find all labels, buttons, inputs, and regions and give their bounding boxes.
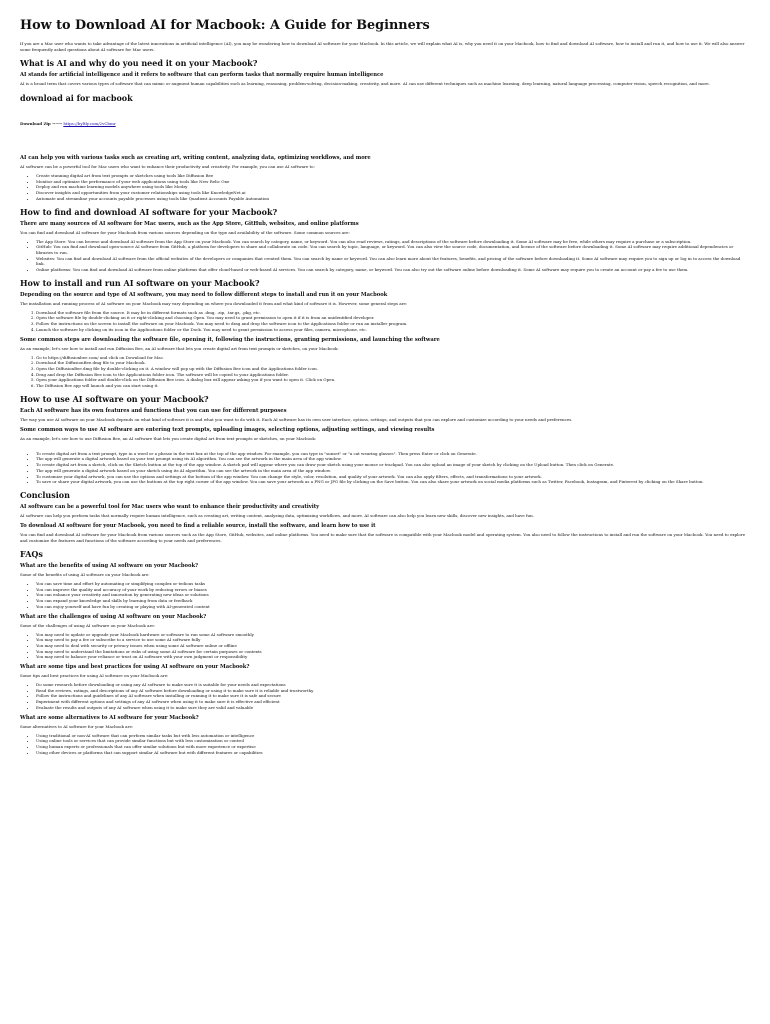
list-item: 2. Open the software file by double-clicking on it or right-clicking and choosing Open. You may need to grant permission to open it if it is from an unidentified developer. <box>36 315 750 321</box>
section-heading-use-ai: How to use AI software on your Macbook? <box>20 393 209 404</box>
list-item: 3. Follow the instructions on the screen to install the software on your Macbook. You may need to drag and drop the software icon to the Applications folder or run an installer program. <box>36 321 750 327</box>
numbered-list <box>20 310 750 333</box>
paragraph: You can find and download AI software for your Macbook from various sources depending on the type and availability of the software. Some common sources are: <box>20 229 350 235</box>
list-item: • Online platforms: You can find and download AI software from online platforms that offer cloud-based or web-based AI services. You can search by category, name, or keyword. You can also try out the software online before downloading it. Some AI software may require you to create an account or pay a fee to use them. <box>36 267 750 273</box>
list-item: • You can save time and effort by automating or simplifying complex or tedious tasks <box>36 581 750 587</box>
faq-question: What are the benefits of using AI software on your Macbook? <box>20 562 199 569</box>
list-item: • You can enjoy yourself and have fun by creating or playing with AI-generated content <box>36 604 750 610</box>
paragraph: AI software can help you perform tasks that normally require human intelligence, such as creating art, writing content, analyzing data, optimizing workflows, and more. AI software can also help you learn new skills, discover new insights, and have fun. <box>20 512 534 518</box>
list-item: • You may need to balance your reliance or trust on AI software with your own judgment or responsibility <box>36 654 750 660</box>
list-item: 4. Launch the software by clicking on its icon in the Applications folder or the Dock. You may need to grant permission to access your files, camera, microphone, etc. <box>36 327 750 333</box>
paragraph: The way you use AI software on your Macbook depends on what kind of software it is and what you want to do with it. Each AI software has its own user interface, options, settings, and outputs that you can explore and customize according to your needs and preferences. <box>20 416 573 422</box>
list-item: • The app will generate a digital artwork based on your text prompt using its AI algorithm. You can see the artwork in the main area of the app window. <box>36 456 750 462</box>
subheading: Some common steps are downloading the software file, opening it, following the instructions, granting permissions, and launching the software <box>20 336 440 343</box>
download-label: Download Zip <box>20 121 51 126</box>
paragraph: Some alternatives to AI software for your Macbook are: <box>20 723 134 729</box>
subheading: AI stands for artificial intelligence and it refers to software that can perform tasks that normally require human intelligence <box>20 72 384 78</box>
list-item: • Using traditional or non-AI software that can perform similar tasks but with less automation or intelligence <box>36 733 750 739</box>
list-item: • To create digital art from a text prompt, type in a word or a phrase in the text box at the top of the app window. For example, you can type in "sunset" or "a cat wearing glasses". Then press Enter or click on Generate. <box>36 451 750 457</box>
list-item: • Do some research before downloading or using any AI software to make sure it is suitable for your needs and expectations <box>36 682 750 688</box>
section-heading-faqs: FAQs <box>20 548 43 559</box>
list-item: • Read the reviews, ratings, and descriptions of any AI software before downloading or using it to make sure it is reliable and trustworthy <box>36 688 750 694</box>
section-heading-conclusion: Conclusion <box>20 489 70 500</box>
bullet-list <box>20 632 750 661</box>
list-item: 4. Drag and drop the Diffusion Bee icon to the Applications folder icon. The software will be copied to your Applications folder. <box>36 372 750 378</box>
subheading: To download AI software for your Macbook, you need to find a reliable source, install the software, and learn how to use it <box>20 522 376 529</box>
list-item: • You can improve the quality and accuracy of your work by reducing errors or biases <box>36 587 750 593</box>
paragraph: AI is a broad term that covers various types of software that can mimic or augment human capabilities such as learning, reasoning, problem-solving, decision-making, creativity, and more. AI can use different techniques such as machine learning, deep learning, natural language processing, computer vision, speech recognition, and more. <box>20 81 710 86</box>
paragraph: AI software can be a powerful tool for Mac users who want to enhance their productivity and creativity. For example, you can use AI software to: <box>20 164 315 169</box>
list-item: • Experiment with different options and settings of any AI software when using it to make sure it is effective and efficient <box>36 699 750 705</box>
faq-question: What are some alternatives to AI software for your Macbook? <box>20 714 199 721</box>
list-item: • Create stunning digital art from text prompts or sketches using tools like Diffusion Bee <box>36 173 750 179</box>
list-item: • You may need to deal with security or privacy issues when using some AI software online or offline <box>36 643 750 649</box>
list-item: 1. Download the software file from the source. It may be in different formats such as .dmg, .zip, .tar.gz, .pkg, etc. <box>36 310 750 316</box>
list-item: • GitHub: You can find and download open-source AI software from GitHub, a platform for developers to share and collaborate on code. You can search by topic, language, or keyword. You can also view the source code, documentation, and license of the software before downloading it. Some AI software may require additional dependencies or libraries to run. <box>36 244 750 255</box>
download-link[interactable]: https://byltly.com/2vCbmr <box>63 121 116 126</box>
paragraph: You can find and download AI software for your Macbook from various sources such as the App Store, GitHub, websites, and online platforms. You need to make sure that the software is compatible with your Macbook model and operating system. You also need to follow the instructions to install and run the software on your Macbook. You need to explore and customize the features and functions of the software according to your needs and preferences. <box>20 531 746 543</box>
subheading: AI software can be a powerful tool for Mac users who want to enhance their productivity and creativity <box>20 503 320 510</box>
bullet-list <box>20 451 750 485</box>
paragraph: As an example, let's see how to install and run Diffusion Bee, an AI software that lets you create digital art from text prompts or sketches, on your Macbook: <box>20 345 339 351</box>
bullet-list <box>20 682 750 711</box>
list-item: 2. Download the DiffusionBee.dmg file to your Macbook. <box>36 360 750 366</box>
arrow-icon: →→→ <box>51 121 63 126</box>
list-item: • Monitor and optimize the performance of your web applications using tools like New Relic One <box>36 179 750 185</box>
section-heading-install-run: How to install and run AI software on your Macbook? <box>20 277 260 288</box>
list-item: • The app will generate a digital artwork based on your sketch using its AI algorithm. You can see the artwork in the main area of the app window. <box>36 468 750 474</box>
paragraph: As an example, let's see how to use Diffusion Bee, an AI software that lets you create digital art from text prompts or sketches, on your Macbook: <box>20 435 317 441</box>
paragraph: Some of the benefits of using AI software on your Macbook are: <box>20 571 150 577</box>
subheading: Each AI software has its own features and functions that you can use for different purposes <box>20 407 287 414</box>
page-title: How to Download AI for Macbook: A Guide for Beginners <box>20 18 430 33</box>
subheading: Some common ways to use AI software are entering text prompts, uploading images, selecting options, adjusting settings, and viewing results <box>20 426 435 433</box>
list-item: • You can expand your knowledge and skills by learning from data or feedback <box>36 598 750 604</box>
bullet-list <box>20 239 750 273</box>
list-item: • To create digital art from a sketch, click on the Sketch button at the top of the app window. A sketch pad will appear where you can draw your sketch using your mouse or trackpad. You can also upload an image of your sketch by clicking on the Upload button. Then click on Generate. <box>36 462 750 468</box>
list-item: 1. Go to https://diffusionbee.com/ and click on Download for Mac. <box>36 355 750 361</box>
list-item: • To customize your digital artwork, you can use the options and settings at the bottom of the app window. You can change the style, color, resolution, and quality of your artwork. You can also apply filters, effects, and transformations to your artwork. <box>36 474 750 480</box>
numbered-list <box>20 355 750 389</box>
faq-question: What are some tips and best practices for using AI software on your Macbook? <box>20 664 250 671</box>
list-item: • Using human experts or professionals that can offer similar solutions but with more experience or expertise <box>36 744 750 750</box>
faq-question: What are the challenges of using AI software on your Macbook? <box>20 613 207 620</box>
paragraph: The installation and running process of AI software on your Macbook may vary depending on where you downloaded it from and what kind of software it is. However, some general steps are: <box>20 300 408 306</box>
list-item: • You may need to understand the limitations or risks of using some AI software for certain purposes or contexts <box>36 649 750 655</box>
subheading: There are many sources of AI software for Mac users, such as the App Store, GitHub, websites, and online platforms <box>20 220 359 227</box>
section-heading-what-is-ai: What is AI and why do you need it on your Macbook? <box>20 58 258 68</box>
paragraph: Some of the challenges of using AI software on your Macbook are: <box>20 622 156 628</box>
list-item: • Discover insights and opportunities from your customer relationships using tools like KnowledgeNet.ai <box>36 190 750 196</box>
list-item: • Evaluate the results and outputs of any AI software when using it to make sure they are valid and valuable <box>36 705 750 711</box>
list-item: • Deploy and run machine learning models anywhere using tools like Modzy <box>36 184 750 190</box>
download-heading: download ai for macbook <box>20 93 133 103</box>
download-line <box>20 121 750 126</box>
bullet-list <box>20 733 750 756</box>
list-item: • You may need to pay a fee or subscribe to a service to use some AI software fully <box>36 637 750 643</box>
list-item: 3. Open the DiffusionBee.dmg file by double-clicking on it. A window will pop up with the Diffusion Bee icon and the Applications folder icon. <box>36 366 750 372</box>
list-item: • The App Store: You can browse and download AI software from the App Store on your Macbook. You can search by category, name, or keyword. You can also read reviews, ratings, and descriptions of the software before downloading it. Some AI software may be free, while others may require a purchase or a subscription. <box>36 239 750 245</box>
bullet-list <box>20 581 750 610</box>
list-item: • Follow the instructions and guidelines of any AI software when installing or running it to make sure it is safe and secure <box>36 693 750 699</box>
list-item: 5. Open your Applications folder and double-click on the Diffusion Bee icon. A dialog box will appear asking you if you want to open it. Click on Open. <box>36 377 750 383</box>
list-item: • Using online tools or services that can provide similar functions but with less customization or control <box>36 738 750 744</box>
list-item: • To save or share your digital artwork, you can use the buttons at the top right corner of the app window. You can save your artwork as a PNG or JPG file by clicking on the Save button. You can also share your artwork on social media platforms such as Twitter, Facebook, Instagram, and Pinterest by clicking on the Share button. <box>36 479 750 485</box>
list-item: • Automate and streamline your accounts payable processes using tools like Quadient Accounts Payable Automation <box>36 196 750 202</box>
subheading: Depending on the source and type of AI software, you may need to follow different steps to install and run it on your Macbook <box>20 291 388 298</box>
list-item: • You may need to update or upgrade your Macbook hardware or software to run some AI software smoothly <box>36 632 750 638</box>
section-heading-find-download: How to find and download AI software for your Macbook? <box>20 206 278 217</box>
list-item: 6. The Diffusion Bee app will launch and you can start using it. <box>36 383 750 389</box>
bullet-list <box>20 173 750 202</box>
list-item: • Using other devices or platforms that can support similar AI software but with different features or capabilities <box>36 750 750 756</box>
list-item: • Websites: You can find and download AI software from the official websites of the developers or companies that created them. You can search by name or keyword. You can also learn more about the features, benefits, and pricing of the software before downloading it. Some AI software may require you to sign up or log in to access the download link. <box>36 256 750 267</box>
subheading: AI can help you with various tasks such as creating art, writing content, analyzing data, optimizing workflows, and more <box>20 155 371 161</box>
list-item: • You can enhance your creativity and innovation by generating new ideas or solutions <box>36 592 750 598</box>
paragraph: Some tips and best practices for using AI software on your Macbook are: <box>20 673 169 679</box>
intro-paragraph: If you are a Mac user who wants to take advantage of the latest innovations in artificial intelligence (AI), you may be wondering how to download AI software for your Macbook. In this article, we will explain what AI is, why you need it on your Macbook, how to find and download AI software, how to install and run it, and how to use it. We will also answer some frequently asked questions about AI software for Mac users. <box>20 41 745 52</box>
